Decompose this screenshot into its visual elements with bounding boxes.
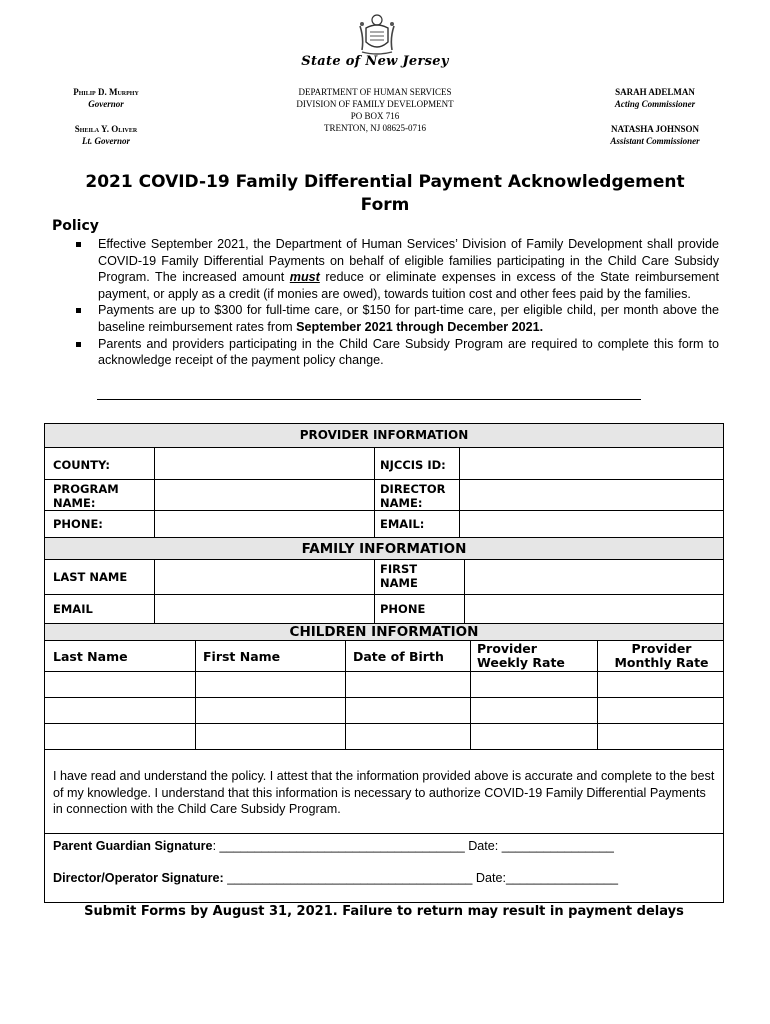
assistant-title: Assistant Commissioner [610,136,700,146]
commissioner-name: SARAH ADELMAN [615,87,695,97]
policy-bullet [74,302,719,335]
child-row-1[interactable] [45,672,723,697]
county-field[interactable] [156,449,373,479]
child-row-3[interactable] [45,724,723,749]
policy-date-range: September 2021 through December 2021. [296,319,544,334]
family-email-field[interactable] [156,595,373,622]
family-email-label: EMAIL [53,602,93,616]
governor-name: Philip D. Murphy [73,87,139,97]
policy-bullet-text: Payments are up to $300 for full-time care, or $150 for part-time care, per eligible child, per month above the baseline reimbursement rates from [98,303,719,334]
director-signature-field[interactable]: ___________________________________ Date:________________ [223,871,619,885]
children-section-heading: CHILDREN INFORMATION [45,623,723,641]
policy-list [74,236,719,369]
division-line: DIVISION OF FAMILY DEVELOPMENT [296,99,454,109]
department-line: DEPARTMENT OF HUMAN SERVICES [298,87,452,97]
divider-line [97,399,641,400]
lt-governor-name: Sheila Y. Oliver [74,124,138,134]
njccis-id-field[interactable] [461,449,723,479]
family-first-name-field[interactable] [466,561,723,594]
child-row-2[interactable] [45,698,723,723]
policy-bullet-text: reduce or eliminate expenses in excess of the State reimbursement payment, or apply as a credit (if monies are owed), towards tuition cost and other fees paid by the families. [98,270,719,301]
emphasis-must: must [289,270,320,285]
family-phone-field[interactable] [466,595,723,622]
form-title-line1: 2021 COVID-19 Family Differential Payment Acknowledgement [85,172,685,192]
provider-phone-label: PHONE: [53,517,103,531]
family-phone-label: PHONE [380,602,426,616]
provider-email-label: EMAIL: [380,517,425,531]
family-first-name-label: FIRST NAME [380,562,418,590]
children-monthly-rate-header: Provider Monthly Rate [614,641,709,670]
state-name: State of New Jersey [301,54,449,69]
parent-signature-field[interactable]: : ___________________________________ Date: ________________ [212,839,614,853]
form-title [50,171,720,217]
governor-title: Governor [88,99,124,109]
policy-bullet [74,236,719,302]
director-signature-line[interactable] [53,871,618,885]
county-label: COUNTY: [53,458,110,472]
form-title-line2: Form [360,195,410,215]
provider-section-heading: PROVIDER INFORMATION [45,424,723,448]
department-address [270,86,480,134]
assistant-name: NATASHA JOHNSON [611,124,699,134]
director-name-label: DIRECTOR NAME: [380,482,446,510]
njccis-id-label: NJCCIS ID: [380,458,446,472]
children-first-name-header: First Name [203,649,281,664]
lt-governor-title: Lt. Governor [82,136,130,146]
policy-bullet-text: Effective September 2021, the Department of Human Services’ Division of Family Development shall provide COVID-19 Family Differential Payments on behalf of eligible families participating in the Child Care Subsidy Program. The increased amount [98,237,719,285]
commissioner-title: Acting Commissioner [614,99,696,109]
family-last-name-field[interactable] [156,561,373,594]
bullet-icon [76,308,81,313]
children-dob-header: Date of Birth [353,649,444,664]
family-section-heading: FAMILY INFORMATION [45,537,723,560]
nj-state-seal-icon [358,10,396,56]
director-signature-label: Director/Operator Signature: [53,871,224,885]
commissioner-block [590,86,720,147]
children-last-name-header: Last Name [53,649,128,664]
city-line: TRENTON, NJ 08625-0716 [323,123,427,133]
children-weekly-rate-header: Provider Weekly Rate [477,641,565,670]
bullet-icon [76,242,81,247]
provider-phone-field[interactable] [156,511,373,536]
attestation-text: I have read and understand the policy. I attest that the information provided above is accurate and complete to the best of my knowledge. I understand that this information is necessary to authorize COVID-19 Family Differential Payments in connection with the Child Care Subsidy Program. [53,769,715,817]
provider-email-field[interactable] [461,511,723,536]
program-name-field[interactable] [156,480,373,510]
parent-signature-label: Parent Guardian Signature [53,839,213,853]
submission-deadline-notice: Submit Forms by August 31, 2021. Failure to return may result in payment delays [84,904,684,919]
governor-block [56,86,156,147]
director-name-field[interactable] [461,480,723,510]
bullet-icon [76,342,81,347]
policy-bullet [74,336,719,369]
parent-signature-line[interactable] [53,839,614,853]
policy-bullet-text: Parents and providers participating in the Child Care Subsidy Program are required to complete this form to acknowledge receipt of the payment policy change. [98,336,719,368]
policy-heading: Policy [52,218,99,234]
form-box [44,423,724,903]
po-box-line: PO BOX 716 [350,111,400,121]
family-last-name-label: LAST NAME [53,570,128,584]
program-name-label: PROGRAM NAME: [53,482,119,510]
